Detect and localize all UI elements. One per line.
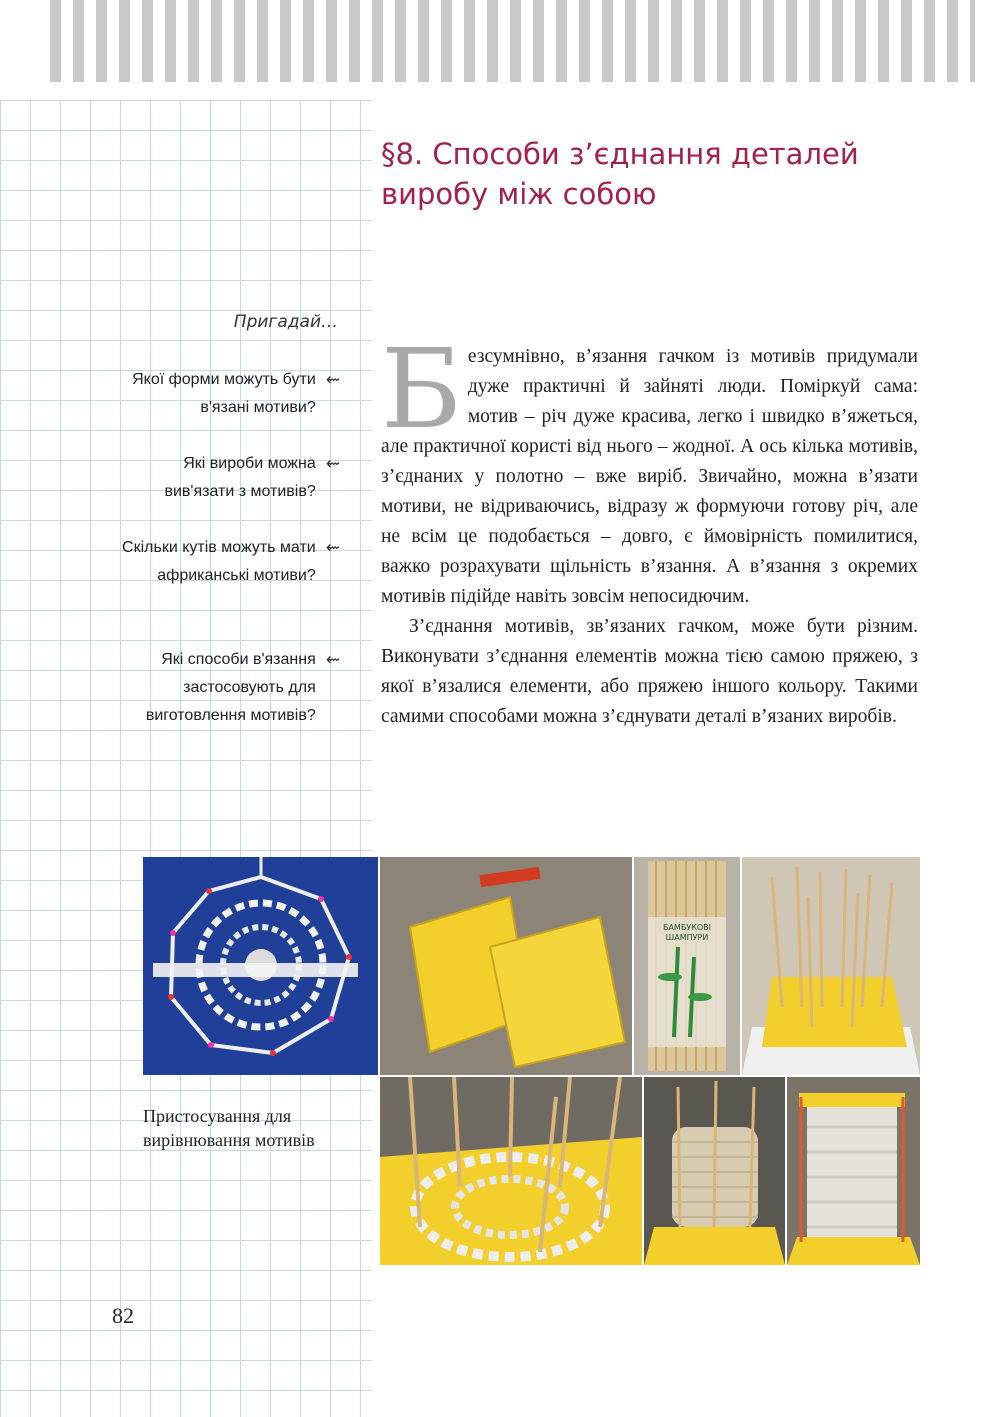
recall-question-1 bbox=[90, 366, 340, 422]
recall-question-2 bbox=[90, 450, 340, 506]
question-text: Які способи в'язання застосовують для виготовлення мотивів? bbox=[145, 651, 316, 724]
recall-question-3 bbox=[90, 534, 340, 590]
photo-yellow-boards bbox=[380, 857, 632, 1075]
top-stripes-decoration bbox=[50, 0, 975, 82]
paragraph-1 bbox=[381, 325, 918, 612]
page-title: §8. Способи з’єднання деталей виробу між собою bbox=[381, 137, 859, 211]
question-text: Скільки кутів можуть мати африканські мотиви? bbox=[122, 539, 316, 584]
paragraph-1-text: езсумнівно, в’язання гачком із мотивів придумали дуже практичні й зайняті люди. Поміркуй сама: мотив – річ дуже красива, легко і швидко в’яжеться, але практичної користі від нього – жодної. А ось кілька мотивів, з’єднаних у полотно – вже виріб. Звичайно, можна в’язати мотиви, не відриваючись, відразу ж формуючи готову річ, але не всім це подобається – довго, є ймовірність помилитися, важко розрахувати щільність в’язання. А в’язання з окремих мотивів підійде навіть зовсім непосидючим. bbox=[381, 346, 918, 607]
page-number: 82 bbox=[112, 1303, 134, 1328]
arrow-left-icon: ⇜ bbox=[325, 538, 340, 558]
main-text bbox=[381, 325, 918, 732]
arrow-left-icon: ⇜ bbox=[325, 650, 340, 670]
photo-stacked-motifs bbox=[644, 1077, 785, 1265]
photo-bamboo-skewers bbox=[634, 857, 740, 1075]
photo-motif-between-skewers bbox=[380, 1077, 642, 1265]
photo-caption: Пристосування для вирівнювання мотивів bbox=[143, 1106, 315, 1150]
photo-tall-stack bbox=[787, 1077, 920, 1265]
drop-cap: Б bbox=[381, 325, 462, 453]
photo-board-with-skewers bbox=[742, 857, 920, 1075]
paragraph-2: З’єднання мотивів, зв’язаних гачком, може бути різним. Виконувати з’єднання елементів можна тією самою пряжею, з якої в’язалися елементи, або пряжею іншого кольору. Такими самими способами можна з’єднувати деталі в’язаних виробів. bbox=[381, 616, 918, 727]
recall-question-4 bbox=[90, 646, 340, 730]
recall-heading: Пригадай… bbox=[233, 312, 338, 332]
arrow-left-icon: ⇜ bbox=[325, 370, 340, 390]
question-text: Які вироби можна вив'язати з мотивів? bbox=[164, 455, 316, 500]
grid-paper-panel bbox=[0, 100, 372, 1417]
skewer-pack-label: БАМБУКОВІ ШАМПУРИ bbox=[662, 923, 712, 942]
arrow-left-icon: ⇜ bbox=[325, 454, 340, 474]
photo-crochet-motif bbox=[143, 857, 378, 1075]
question-text: Якої форми можуть бути в'язані мотиви? bbox=[132, 371, 316, 416]
